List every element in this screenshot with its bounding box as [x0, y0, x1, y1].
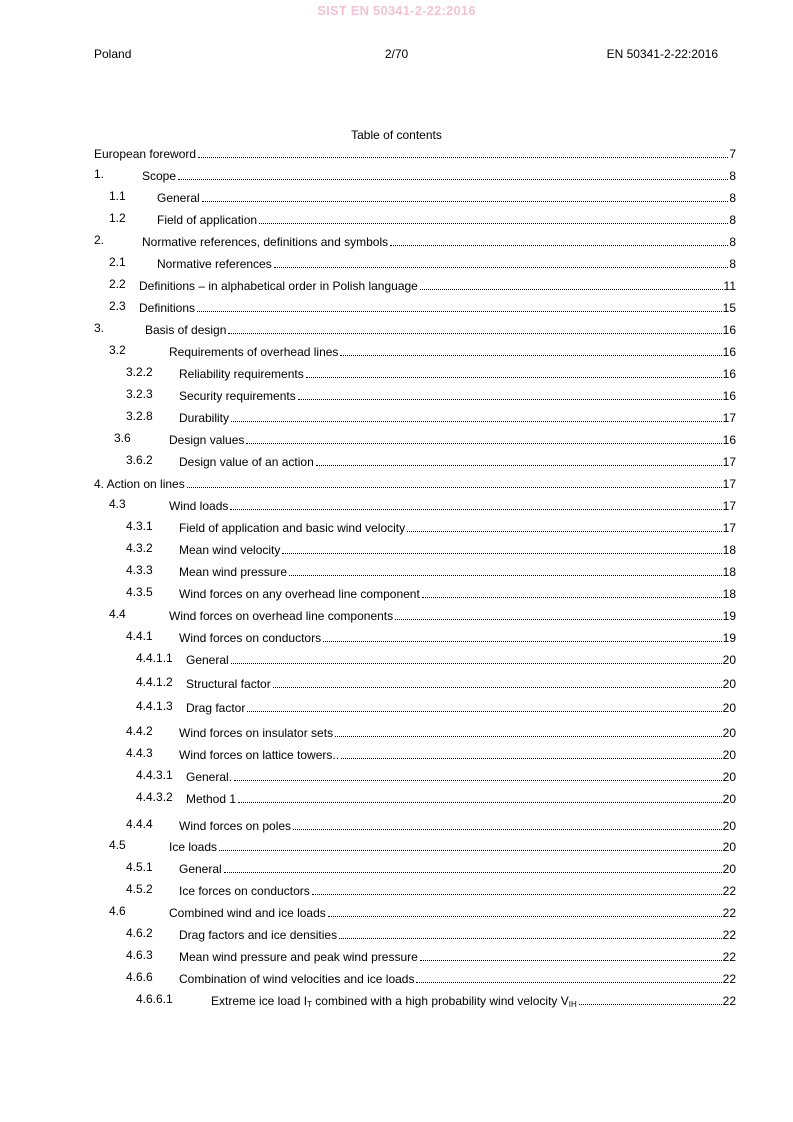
toc-dot-leader: [312, 894, 722, 895]
toc-entry-number: 3.2.3: [126, 387, 153, 401]
toc-title: Table of contents: [351, 128, 442, 142]
toc-dot-leader: [395, 619, 722, 620]
toc-entry-title-part: combined with a high probability wind velocity V: [311, 994, 569, 1008]
toc-entry-page: 20: [722, 748, 736, 762]
toc-entry[interactable]: [94, 970, 736, 986]
toc-dot-leader: [238, 802, 722, 803]
toc-entry-number: 2.1: [109, 255, 126, 269]
toc-entry-title: Basis of design: [145, 323, 227, 337]
toc-entry-number: 3.6: [114, 431, 131, 445]
toc-entry[interactable]: [94, 607, 736, 623]
toc-entry-page: 17: [722, 499, 736, 513]
toc-entry-title: Field of application: [157, 213, 258, 227]
toc-entry-title: Drag factor: [186, 701, 246, 715]
toc-dot-leader: [273, 687, 722, 688]
toc-entry-number: 4.6: [109, 904, 126, 918]
toc-dot-leader: [341, 758, 722, 759]
toc-entry-title: Combined wind and ice loads: [169, 906, 326, 920]
toc-entry-title-part: Extreme ice load I: [211, 994, 308, 1008]
toc-entry-number: 4.4: [109, 607, 126, 621]
toc-entry-number: 4.4.1.1: [136, 651, 173, 665]
toc-entry[interactable]: [94, 233, 736, 249]
toc-entry-page: 22: [722, 972, 736, 986]
toc-entry[interactable]: [94, 651, 736, 667]
toc-entry-page: 18: [722, 543, 736, 557]
toc-entry[interactable]: [94, 563, 736, 579]
toc-dot-leader: [187, 487, 722, 488]
toc-entry-title: Combination of wind velocities and ice loads: [179, 972, 415, 986]
toc-dot-leader: [422, 597, 722, 598]
toc-dot-leader: [230, 509, 721, 510]
toc-entry-number: 4.4.4: [126, 817, 153, 831]
toc-entry-number: 4.6.6.1: [136, 992, 173, 1006]
toc-entry-number: 4.4.1.3: [136, 699, 173, 713]
toc-entry-number: 2.: [94, 233, 105, 247]
toc-entry[interactable]: [94, 387, 736, 403]
toc-entry-page: 16: [722, 389, 736, 403]
toc-entry-title: Wind forces on overhead line components: [169, 609, 394, 623]
toc-entry-number: 3.6.2: [126, 453, 153, 467]
toc-entry-number: 4.3: [109, 497, 126, 511]
toc-entry-title: Ice forces on conductors: [179, 884, 310, 898]
toc-entry-page: 20: [722, 819, 736, 833]
toc-entry[interactable]: [94, 365, 736, 381]
toc-dot-leader: [197, 311, 722, 312]
toc-entry[interactable]: [94, 585, 736, 601]
toc-entry-title: Security requirements: [179, 389, 296, 403]
watermark: SIST EN 50341-2-22:2016: [317, 3, 476, 18]
toc-entry-number: 3.2.8: [126, 409, 153, 423]
toc-entry-page: 16: [722, 433, 736, 447]
toc-entry[interactable]: [94, 145, 736, 161]
toc-dot-leader: [282, 553, 721, 554]
toc-entry-number: 4.4.1: [126, 629, 153, 643]
toc-entry-title: 4. Action on lines: [94, 477, 185, 491]
toc-entry[interactable]: [94, 431, 736, 447]
toc-entry-page: 19: [722, 631, 736, 645]
toc-entry-number: 1.: [94, 167, 105, 181]
toc-entry-title: Scope: [142, 169, 177, 183]
toc-dot-leader: [306, 377, 722, 378]
toc-entry[interactable]: [94, 882, 736, 898]
toc-dot-leader: [274, 267, 729, 268]
toc-entry[interactable]: [94, 167, 736, 183]
toc-entry-number: 4.6.2: [126, 926, 153, 940]
toc-entry-title: Design value of an action: [179, 455, 314, 469]
toc-dot-leader: [231, 421, 722, 422]
toc-entry-number: 2.2: [109, 277, 126, 291]
toc-entry-page: 20: [722, 701, 736, 715]
toc-entry-title: [211, 994, 577, 1008]
toc-entry[interactable]: [94, 409, 736, 425]
toc-entry-number: 4.4.3.2: [136, 790, 173, 804]
toc-entry[interactable]: [94, 699, 736, 715]
toc-entry-title: Method 1: [186, 792, 237, 806]
toc-entry-page: 22: [722, 928, 736, 942]
toc-entry[interactable]: [94, 790, 736, 806]
toc-dot-leader: [231, 663, 722, 664]
toc-dot-leader: [407, 531, 722, 532]
toc-entry[interactable]: [94, 629, 736, 645]
header-page-number: 2/70: [384, 47, 409, 61]
toc-dot-leader: [259, 223, 728, 224]
toc-entry-number: 3.: [94, 321, 105, 335]
toc-entry-title: Requirements of overhead lines: [169, 345, 339, 359]
toc-entry[interactable]: [94, 992, 736, 1008]
toc-entry-number: 4.5: [109, 838, 126, 852]
toc-entry-number: 4.6.3: [126, 948, 153, 962]
toc-entry-page: 18: [722, 565, 736, 579]
toc-dot-leader: [219, 850, 722, 851]
toc-entry-number: 4.3.1: [126, 519, 153, 533]
toc-entry-title: General: [179, 862, 222, 876]
toc-entry-page: 22: [722, 884, 736, 898]
toc-entry-title: Design values: [169, 433, 245, 447]
toc-entry-title: Definitions: [139, 301, 196, 315]
toc-dot-leader: [390, 245, 728, 246]
toc-entry-page: 19: [722, 609, 736, 623]
toc-dot-leader: [228, 333, 721, 334]
toc-dot-leader: [234, 780, 722, 781]
toc-dot-leader: [289, 575, 722, 576]
toc-entry-number: 4.6.6: [126, 970, 153, 984]
toc-entry-subscript: T: [307, 1000, 312, 1009]
toc-entry[interactable]: [94, 541, 736, 557]
toc-entry-title: Field of application and basic wind velocity: [179, 521, 406, 535]
toc-entry[interactable]: [94, 321, 736, 337]
toc-entry-page: 17: [722, 477, 736, 491]
toc-entry[interactable]: [94, 497, 736, 513]
toc-entry-page: 20: [722, 770, 736, 784]
toc-entry[interactable]: [94, 299, 736, 315]
toc-entry-page: 20: [722, 840, 736, 854]
toc-entry-page: 22: [722, 950, 736, 964]
toc-entry-page: 20: [722, 862, 736, 876]
toc-entry-number: 4.5.2: [126, 882, 153, 896]
toc-entry-title: Durability: [179, 411, 230, 425]
toc-entry-page: 16: [722, 367, 736, 381]
toc-dot-leader: [198, 157, 728, 158]
toc-dot-leader: [246, 443, 721, 444]
toc-dot-leader: [298, 399, 722, 400]
toc-entry[interactable]: [94, 904, 736, 920]
toc-entry[interactable]: [94, 860, 736, 876]
toc-dot-leader: [328, 916, 722, 917]
toc-entry[interactable]: [94, 817, 736, 833]
toc-entry[interactable]: [94, 746, 736, 762]
toc-entry-number: 4.4.3: [126, 746, 153, 760]
toc-entry-title: Definitions – in alphabetical order in Polish language: [139, 279, 418, 293]
toc-entry[interactable]: [94, 838, 736, 854]
toc-entry-title: Wind forces on insulator sets: [179, 726, 334, 740]
toc-entry-page: 22: [722, 994, 736, 1008]
toc-entry-page: 20: [722, 792, 736, 806]
header-left: Poland: [94, 47, 132, 61]
toc-entry-page: 20: [722, 677, 736, 691]
toc-entry-title: General.: [186, 770, 233, 784]
toc-entry[interactable]: [94, 948, 736, 964]
toc-entry-number: 4.3.2: [126, 541, 153, 555]
toc-dot-leader: [340, 355, 721, 356]
toc-entry-title: Normative references: [157, 257, 272, 271]
toc-entry-page: 11: [723, 279, 736, 293]
toc-entry[interactable]: [94, 211, 736, 227]
toc-entry-page: 20: [722, 653, 736, 667]
toc-entry-number: 4.4.2: [126, 724, 153, 738]
toc-entry-number: 1.1: [109, 189, 126, 203]
toc-entry-number: 3.2.2: [126, 365, 153, 379]
toc-entry-page: 8: [729, 191, 736, 205]
toc-entry-number: 1.2: [109, 211, 126, 225]
toc-entry[interactable]: [94, 724, 736, 740]
toc-entry-title: Mean wind velocity: [179, 543, 281, 557]
toc-dot-leader: [293, 829, 722, 830]
toc-dot-leader: [335, 736, 722, 737]
toc-entry-title: Wind forces on lattice towers..: [179, 748, 340, 762]
toc-entry-title: Wind forces on any overhead line component: [179, 587, 420, 601]
toc-dot-leader: [323, 641, 722, 642]
toc-dot-leader: [420, 960, 722, 961]
toc-entry[interactable]: [94, 277, 736, 293]
toc-dot-leader: [202, 201, 729, 202]
toc-entry-page: 18: [722, 587, 736, 601]
toc-entry-page: 17: [722, 521, 736, 535]
toc-entry-number: 4.4.3.1: [136, 768, 173, 782]
toc-entry-title: Drag factors and ice densities: [179, 928, 338, 942]
toc-entry-page: 16: [722, 345, 736, 359]
toc-entry[interactable]: [94, 675, 736, 691]
header-standard-id: EN 50341-2-22:2016: [606, 47, 718, 61]
toc-entry-title: Mean wind pressure and peak wind pressure: [179, 950, 418, 964]
toc-entry-number: 3.2: [109, 343, 126, 357]
toc-dot-leader: [316, 465, 722, 466]
toc-dot-leader: [579, 1004, 722, 1005]
toc-entry-page: 15: [722, 301, 736, 315]
toc-entry[interactable]: [94, 343, 736, 359]
toc-entry-page: 20: [722, 726, 736, 740]
toc-entry-number: 4.3.5: [126, 585, 153, 599]
toc-entry-title: Wind forces on conductors: [179, 631, 322, 645]
toc-entry-title: Wind loads: [169, 499, 229, 513]
toc-entry[interactable]: [94, 519, 736, 535]
toc-entry-title: Reliability requirements: [179, 367, 304, 381]
toc-entry-page: 17: [722, 455, 736, 469]
toc-dot-leader: [224, 872, 722, 873]
toc-entry[interactable]: [94, 189, 736, 205]
toc-entry-title: Structural factor: [186, 677, 271, 691]
toc-dot-leader: [416, 982, 721, 983]
toc-entry-page: 16: [722, 323, 736, 337]
toc-entry-number: 4.5.1: [126, 860, 153, 874]
toc-entry[interactable]: [94, 768, 736, 784]
toc-entry-title: Normative references, definitions and symbols: [142, 235, 389, 249]
toc-entry-page: 22: [722, 906, 736, 920]
toc-entry[interactable]: [94, 453, 736, 469]
toc-dot-leader: [178, 179, 728, 180]
toc-entry-page: 8: [729, 235, 736, 249]
toc-entry-number: 4.3.3: [126, 563, 153, 577]
toc-entry[interactable]: [94, 475, 736, 491]
toc-entry-page: 8: [729, 257, 736, 271]
toc-entry-title: Mean wind pressure: [179, 565, 288, 579]
toc-entry-title: General: [157, 191, 200, 205]
toc-entry-page: 7: [729, 147, 736, 161]
toc-entry-subscript: IH: [568, 1000, 577, 1009]
toc-dot-leader: [247, 711, 721, 712]
toc-entry[interactable]: [94, 926, 736, 942]
toc-dot-leader: [420, 289, 723, 290]
toc-entry-title: Ice loads: [169, 840, 218, 854]
toc-entry-page: 8: [729, 169, 736, 183]
toc-entry-number: 4.4.1.2: [136, 675, 173, 689]
toc-entry-page: 8: [729, 213, 736, 227]
toc-entry-title: European foreword: [94, 147, 197, 161]
toc-entry-number: 2.3: [109, 299, 126, 313]
toc-entry-page: 17: [722, 411, 736, 425]
toc-dot-leader: [339, 938, 722, 939]
toc-entry-title: Wind forces on poles: [179, 819, 292, 833]
toc-entry-title: General: [186, 653, 229, 667]
toc-entry[interactable]: [94, 255, 736, 271]
